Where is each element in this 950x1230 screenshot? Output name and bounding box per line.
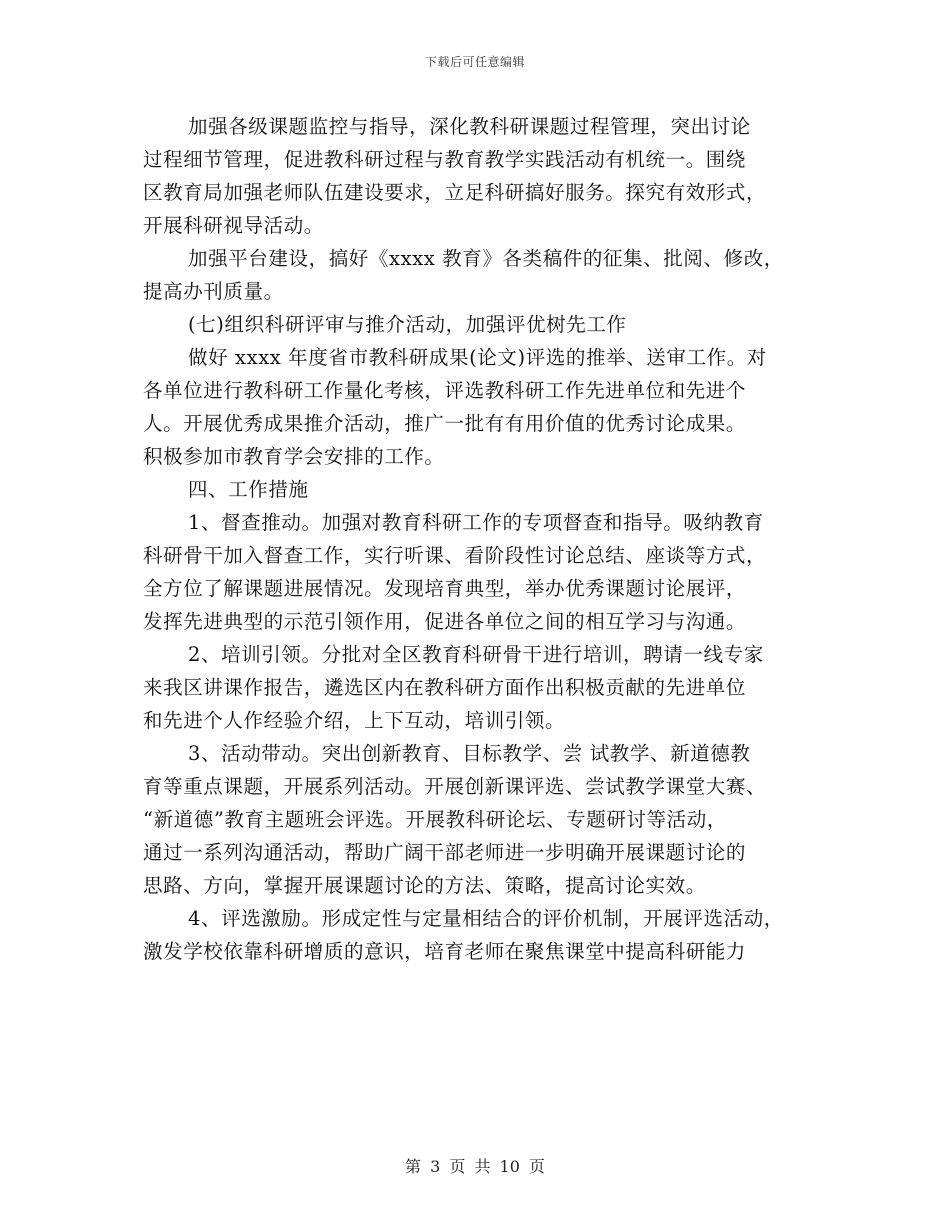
text-line: 育等重点课题，开展系列活动。开展创新课评选、尝试教学课堂大赛、 — [143, 775, 767, 798]
text-line: 积极参加市教育学会安排的工作。 — [143, 445, 445, 468]
text-line: 全方位了解课题进展情况。发现培育典型，举办优秀课题讨论展评， — [143, 577, 747, 600]
text-line: (七)组织科研评审与推介活动，加强评优树先工作 — [188, 313, 627, 336]
text-line: 通过一系列沟通活动，帮助广阔干部老师进一步明确开展课题讨论的 — [143, 841, 747, 864]
text-line: 思路、方向，掌握开展课题讨论的方法、策略，提高讨论实效。 — [143, 874, 706, 897]
page-header: 下载后可任意编辑 — [424, 55, 525, 69]
text-line: 开展科研视导活动。 — [143, 214, 324, 237]
text-line: 科研骨干加入督查工作，实行听课、看阶段性讨论总结、座谈等方式， — [143, 544, 767, 567]
text-line: 激发学校依靠科研增质的意识，培育老师在聚焦课堂中提高科研能力 — [143, 940, 747, 963]
text-line: 过程细节管理，促进教科研过程与教育教学实践活动有机统一。围绕 — [143, 148, 747, 171]
text-line: 和先进个人作经验介绍，上下互动，培训引领。 — [143, 709, 566, 732]
text-line: 4、评选激励。形成定性与定量相结合的评价机制，开展评选活动， — [188, 907, 784, 930]
text-line: 四、工作措施 — [188, 478, 309, 501]
text-line: 2、培训引领。分批对全区教育科研骨干进行培训，聘请一线专家 — [188, 643, 764, 666]
text-line: 1、督查推动。加强对教育科研工作的专项督查和指导。吸纳教育 — [188, 511, 764, 534]
text-line: 3、活动带动。突出创新教育、目标教学、尝 试教学、新道德教 — [188, 742, 751, 765]
text-line: 各单位进行教科研工作量化考核，评选教科研工作先进单位和先进个 — [143, 379, 747, 402]
text-line: 提高办刊质量。 — [143, 280, 284, 303]
text-line: 加强平台建设，搞好《xxxx 教育》各类稿件的征集、批阅、修改， — [188, 247, 784, 270]
document-body — [143, 110, 823, 968]
text-line: 加强各级课题监控与指导，深化教科研课题过程管理，突出讨论 — [188, 115, 751, 138]
text-line: 做好 xxxx 年度省市教科研成果(论文)评选的推举、送审工作。对 — [188, 346, 767, 369]
page-footer: 第 3 页 共 10 页 — [405, 1157, 545, 1176]
text-line: 来我区讲课作报告，遴选区内在教科研方面作出积极贡献的先进单位 — [143, 676, 747, 699]
text-line: 区教育局加强老师队伍建设要求，立足科研搞好服务。探究有效形式， — [143, 181, 767, 204]
text-line: “新道德”教育主题班会评选。开展教科研论坛、专题研讨等活动， — [143, 808, 727, 831]
text-line: 人。开展优秀成果推介活动，推广一批有有用价值的优秀讨论成果。 — [143, 412, 747, 435]
text-line: 发挥先进典型的示范引领作用，促进各单位之间的相互学习与沟通。 — [143, 610, 747, 633]
